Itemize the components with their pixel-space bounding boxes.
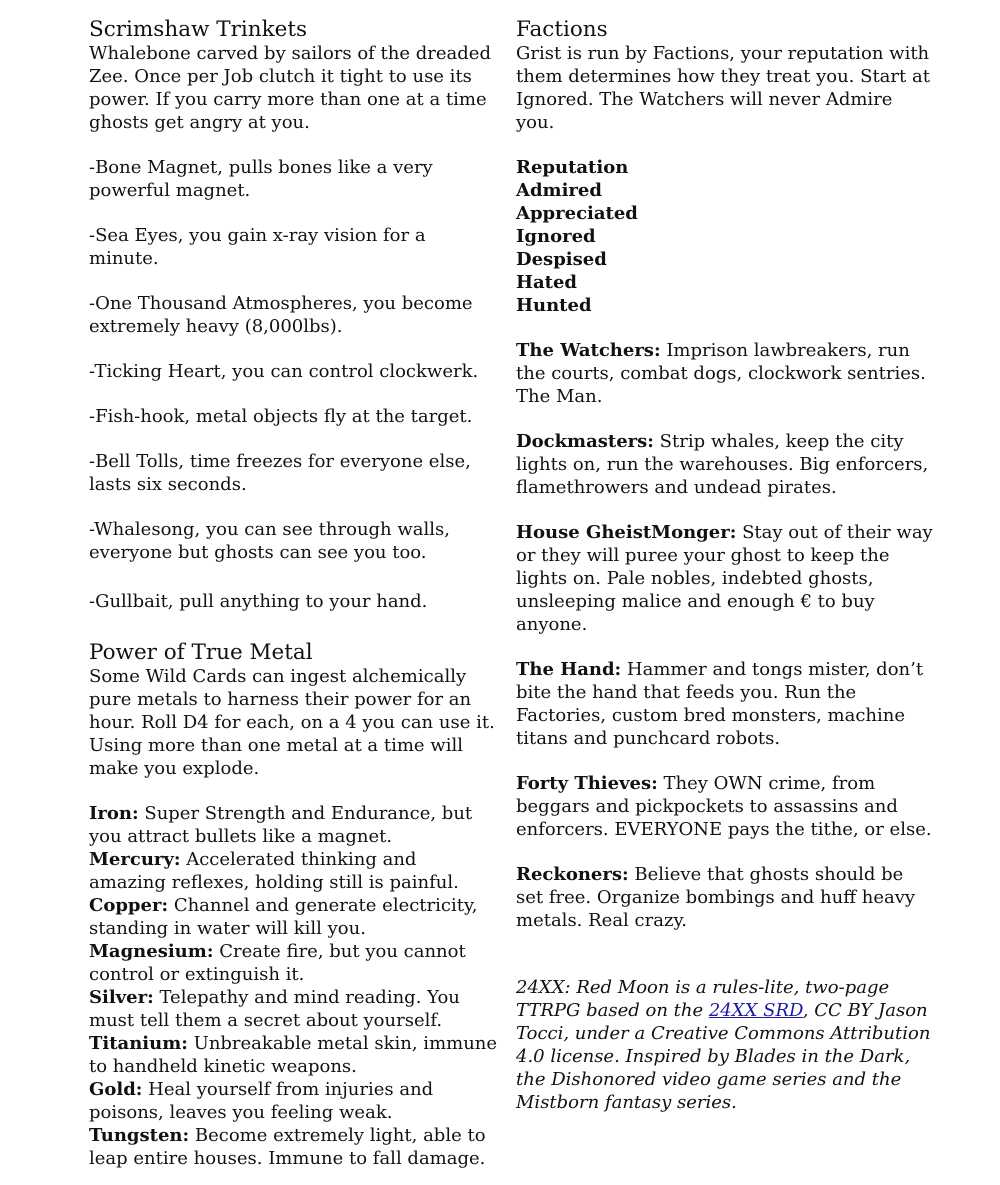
faction-entry [516,772,936,841]
trinket-item: -Gullbait, pull anything to your hand. [89,591,428,612]
metal-entry [89,1124,499,1170]
metal-entry [89,986,499,1032]
metal-entry [89,802,499,848]
credits-paragraph [516,976,936,1114]
metal-entry [89,1078,499,1124]
true-metal-heading: Power of True Metal [89,640,313,665]
reputation-level [516,202,936,225]
faction-name: The Watchers: [516,340,661,361]
true-metal-intro: Some Wild Cards can ingest alchemically pure metals to harness their power for an hour. Roll D4 for each, on a 4 you can use it. Using more than one metal at a time will make you explode. [89,666,495,779]
reputation-level-label: Admired [516,180,602,201]
metal-name: Magnesium: [89,941,214,962]
metal-entry [89,940,499,986]
left-column [89,18,499,1170]
reputation-level [516,294,936,317]
metal-effect: Super Strength and Endurance, but you attract bullets like a magnet. [89,803,473,847]
faction-name: The Hand: [516,659,622,680]
faction-name: Dockmasters: [516,431,654,452]
faction-entry [516,863,936,932]
reputation-level-label: Appreciated [516,203,638,224]
reputation-level-label: Ignored [516,226,596,247]
faction-description: Believe that ghosts should be set free. Organize bombings and huff heavy metals. Real crazy. [516,864,916,931]
metal-name: Iron: [89,803,139,824]
trinket-item: -Bell Tolls, time freezes for everyone else, lasts six seconds. [89,451,471,495]
metal-entry [89,848,499,894]
faction-name: Reckoners: [516,864,629,885]
metal-effect: Become extremely light, able to leap entire houses. Immune to fall damage. [89,1125,486,1169]
trinket-item: -Ticking Heart, you can control clockwerk. [89,361,479,382]
trinket-item: -Whalesong, you can see through walls, everyone but ghosts can see you too. [89,519,450,563]
factions-intro: Grist is run by Factions, your reputation with them determines how they treat you. Start at Ignored. The Watchers will never Admire you. [516,43,930,133]
metal-name: Tungsten: [89,1125,190,1146]
metal-effect: Telepathy and mind reading. You must tell them a secret about yourself. [89,987,460,1031]
right-column [516,18,936,1114]
metal-name: Mercury: [89,849,181,870]
credits-text-continued: , CC BY Jason Tocci, under a Creative Commons Attribution 4.0 license. Inspired by Blades in the Dark, the Dishonored video game series and the Mistborn fantasy series. [516,1000,931,1113]
metal-name: Silver: [89,987,154,1008]
metal-name: Gold: [89,1079,143,1100]
srd-link[interactable]: 24XX SRD [708,1000,803,1021]
faction-description: Hammer and tongs mister, don’t bite the hand that feeds you. Run the Factories, custom bred monsters, machine titans and punchcard robots. [516,659,924,749]
reputation-label: Reputation [516,157,629,178]
faction-entry [516,430,936,499]
faction-entry [516,658,936,750]
metal-effect: Unbreakable metal skin, immune to handheld kinetic weapons. [89,1033,498,1077]
metal-entry [89,1032,499,1078]
metal-name: Copper: [89,895,169,916]
trinket-item: -Bone Magnet, pulls bones like a very powerful magnet. [89,157,433,201]
faction-name: House GheistMonger: [516,522,737,543]
reputation-level-label: Hated [516,272,578,293]
faction-entry [516,339,936,408]
credits-text: 24XX: Red Moon is a rules-lite, two-page TTRPG based on the [516,977,890,1021]
factions-heading: Factions [516,17,608,42]
scrimshaw-trinkets-heading: Scrimshaw Trinkets [89,17,308,42]
faction-description: Imprison lawbreakers, run the courts, combat dogs, clockwork sentries. The Man. [516,340,926,407]
faction-description: They OWN crime, from beggars and pickpockets to assassins and enforcers. EVERYONE pays the tithe, or else. [516,773,932,840]
faction-name: Forty Thieves: [516,773,658,794]
reputation-header [516,156,936,179]
faction-entry [516,521,936,636]
reputation-level-label: Despised [516,249,607,270]
reputation-level [516,225,936,248]
metal-effect: Create fire, but you cannot control or extinguish it. [89,941,466,985]
faction-description: Stay out of their way or they will puree your ghost to keep the lights on. Pale nobles, indebted ghosts, unsleeping malice and enough € to buy anyone. [516,522,933,635]
scrimshaw-intro: Whalebone carved by sailors of the dreaded Zee. Once per Job clutch it tight to use its power. If you carry more than one at a time ghosts get angry at you. [89,43,491,133]
metal-effect: Heal yourself from injuries and poisons, leaves you feeling weak. [89,1079,434,1123]
metal-effect: Channel and generate electricity, standing in water will kill you. [89,895,478,939]
reputation-level [516,248,936,271]
metal-name: Titanium: [89,1033,188,1054]
faction-description: Strip whales, keep the city lights on, run the warehouses. Big enforcers, flamethrowers and undead pirates. [516,431,929,498]
reputation-level-label: Hunted [516,295,592,316]
metal-entry [89,894,499,940]
trinket-item: -Sea Eyes, you gain x-ray vision for a minute. [89,225,426,269]
reputation-level [516,271,936,294]
trinket-item: -One Thousand Atmospheres, you become extremely heavy (8,000lbs). [89,293,473,337]
metal-effect: Accelerated thinking and amazing reflexes, holding still is painful. [89,849,459,893]
reputation-level [516,179,936,202]
trinket-item: -Fish-hook, metal objects fly at the target. [89,406,473,427]
